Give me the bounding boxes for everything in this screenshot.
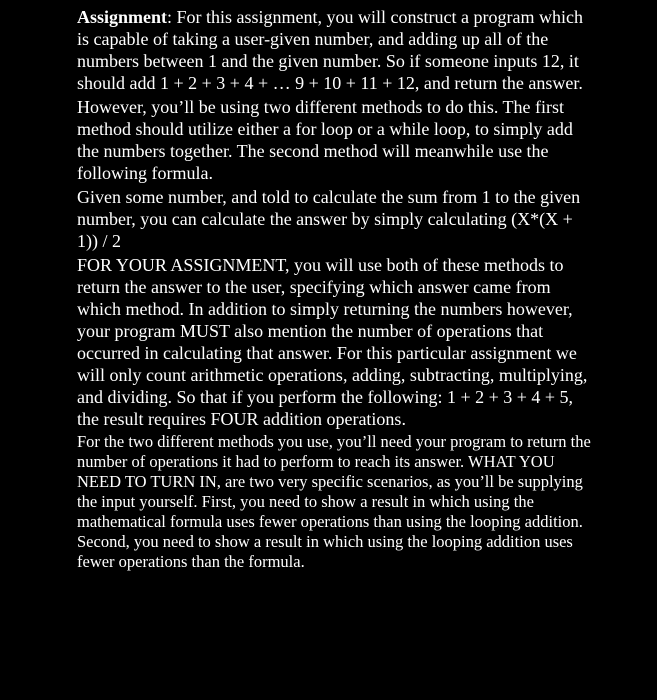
paragraph-intro: [77, 6, 592, 94]
intro-text: : For this assignment, you will construct a program which is capable of taking a user-given number, and adding up all of the numbers between 1 and the given number. So if someone inputs 12, it should add 1 + 2 + 3 + 4 + … 9 + 10 + 11 + 12, and return the answer.: [77, 7, 583, 93]
paragraph-requirements: FOR YOUR ASSIGNMENT, you will use both of these methods to return the answer to the user, specifying which answer came from which method. In addition to simply returning the numbers however, your program MUST also mention the number of operations that occurred in calculating that answer. For this particular assignment we will only count arithmetic operations, adding, subtracting, multiplying, and dividing. So that if you perform the following: 1 + 2 + 3 + 4 + 5, the result requires FOUR addition operations.: [77, 255, 588, 429]
assignment-document: [77, 6, 592, 574]
paragraph-methods: However, you’ll be using two different methods to do this. The first method should utilize either a for loop or a while loop, to simply add the numbers together. The second method will meanwhile use the following formula.: [77, 97, 573, 183]
paragraph-formula: Given some number, and told to calculate the sum from 1 to the given number, you can calculate the answer by simply calculating (X*(X + 1)) / 2: [77, 187, 581, 251]
assignment-label: Assignment: [77, 7, 168, 27]
paragraph-turn-in: For the two different methods you use, you’ll need your program to return the number of operations it had to perform to reach its answer. WHAT YOU NEED TO TURN IN, are two very specific scenarios, as you’ll be supplying the input yourself. First, you need to show a result in which using the mathematical formula uses fewer operations than using the looping addition. Second, you need to show a result in which using the looping addition uses fewer operations than the formula.: [77, 432, 591, 571]
